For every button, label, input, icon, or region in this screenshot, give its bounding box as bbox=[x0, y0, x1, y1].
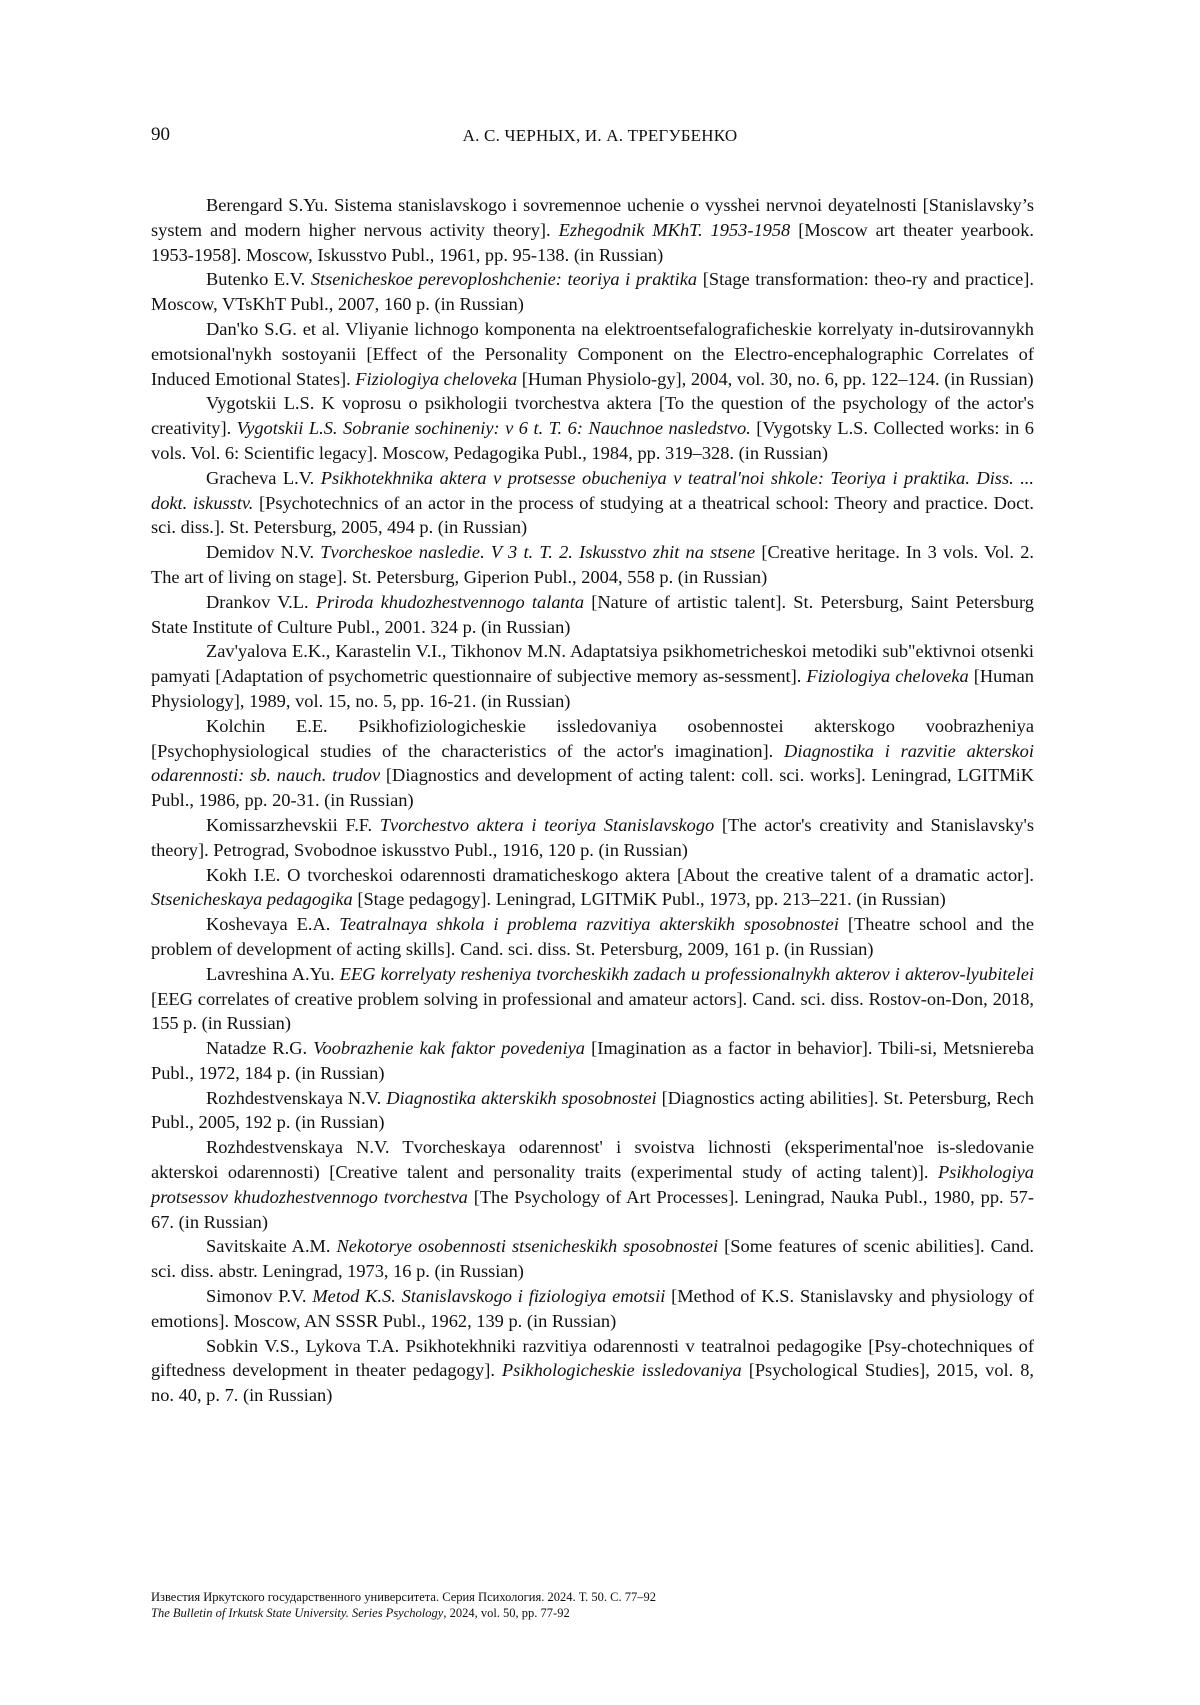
reference-entry bbox=[151, 863, 1034, 913]
reference-details: [Some features of scenic abilities]. Cand. sci. diss. abstr. Leningrad, 1973, 16 p. (in Russian) bbox=[151, 1236, 1034, 1282]
reference-text: Kokh I.E. O tvorcheskoi odarennosti dramaticheskogo aktera [About the creative talent of a dramatic actor]. bbox=[206, 864, 1034, 885]
reference-source-title: Psikhologiya protsessov khudozhestvennogo tvorchestva bbox=[151, 1162, 1034, 1207]
reference-text: Natadze R.G. bbox=[206, 1038, 314, 1059]
reference-details: [Creative heritage. In 3 vols. Vol. 2. The art of living on stage]. St. Petersburg, Giperion Publ., 2004, 558 p. (in Russian) bbox=[151, 542, 1034, 587]
reference-details: [Diagnostics acting abilities]. St. Petersburg, Rech Publ., 2005, 192 p. (in Russian) bbox=[151, 1087, 1034, 1133]
reference-text: Butenko E.V. bbox=[206, 269, 311, 290]
reference-text: Drankov V.L. bbox=[206, 591, 316, 612]
reference-text: Rozhdestvenskaya N.V. Tvorcheskaya odarennost' i svoistva lichnosti (eksperimental'noe is-sledovanie akterskoi odarennosti) [Creative talent and personality traits (experimental study of acting talent)]. bbox=[151, 1137, 1034, 1183]
reference-source-title: Fiziologiya cheloveka bbox=[355, 368, 518, 389]
reference-details: [Diagnostics and development of acting talent: coll. sci. works]. Leningrad, LGITMiK Publ., 1986, pp. 20-31. (in Russian) bbox=[151, 765, 1035, 811]
reference-details: [Stage transformation: theo-ry and practice]. Moscow, VTsKhT Publ., 2007, 160 p. (in Russian) bbox=[151, 269, 1035, 315]
reference-entry bbox=[151, 1086, 1034, 1136]
reference-text: Zav'yalova E.K., Karastelin V.I., Tikhonov M.N. Adaptatsiya psikhometricheskoi metodiki sub"ektivnoi otsenki pamyati [Adaptation of psychometric questionnaire of subjective memory as-sessment]. bbox=[151, 641, 1034, 687]
reference-entry bbox=[151, 590, 1034, 640]
reference-details: [EEG correlates of creative problem solving in professional and amateur actors]. Cand. sci. diss. Rostov-on-Don, 2018, 155 p. (in Russian) bbox=[151, 988, 1034, 1034]
reference-entry bbox=[151, 391, 1034, 465]
reference-entry bbox=[151, 1334, 1034, 1408]
reference-source-title: Psikhologicheskie issledovaniya bbox=[501, 1360, 742, 1381]
reference-details: [Imagination as a factor in behavior]. Tbili-si, Metsniereba Publ., 1972, 184 p. (in Russian) bbox=[151, 1038, 1034, 1083]
reference-entry bbox=[151, 317, 1034, 391]
reference-entry bbox=[151, 193, 1034, 267]
reference-source-title: Psikhotekhnika aktera v protsesse obucheniya v teatral'noi shkole: Teoriya i praktika. Diss. ... dokt. iskusstv. bbox=[151, 467, 1034, 513]
reference-details: [Human Physiology], 1989, vol. 15, no. 5, pp. 16-21. (in Russian) bbox=[151, 666, 1034, 711]
reference-details: [Human Physiolo-gy], 2004, vol. 30, no. 6, pp. 122–124. (in Russian) bbox=[517, 368, 1034, 389]
reference-source-title: Tvorchestvo aktera i teoriya Stanislavskogo bbox=[379, 814, 715, 835]
reference-details: [Psychotechnics of an actor in the process of studying at a theatrical school: Theory and practice. Doct. sci. diss.]. St. Petersburg, 2005, 494 p. (in Russian) bbox=[151, 492, 1034, 538]
footer-english-details: , 2024, vol. 50, pp. 77-92 bbox=[443, 1606, 570, 1620]
reference-entry bbox=[151, 1135, 1034, 1234]
reference-details: [Stage pedagogy]. Leningrad, LGITMiK Publ., 1973, pp. 213–221. (in Russian) bbox=[352, 889, 946, 910]
reference-source-title: Diagnostika i razvitie akterskoi odarennosti: sb. nauch. trudov bbox=[151, 740, 1034, 786]
journal-footer bbox=[151, 1589, 656, 1621]
reference-entry bbox=[151, 267, 1034, 317]
reference-entry bbox=[151, 540, 1034, 590]
footer-english-title: The Bulletin of Irkutsk State University. Series Psychology bbox=[151, 1606, 444, 1620]
reference-entry bbox=[151, 639, 1034, 713]
footer-russian: Известия Иркутского государственного университета. Серия Психология. 2024. Т. 50. С. 77–92 bbox=[151, 1590, 656, 1604]
reference-text: Demidov N.V. bbox=[206, 542, 321, 563]
reference-source-title: Tvorcheskoe nasledie. V 3 t. T. 2. Iskusstvo zhit na stsene bbox=[320, 542, 756, 563]
reference-text: Lavreshina A.Yu. bbox=[206, 963, 340, 984]
reference-entry bbox=[151, 466, 1034, 540]
reference-text: Dan'ko S.G. et al. Vliyanie lichnogo komponenta na elektroentsefalograficheskie korrelyaty in-dutsirovannykh emotsional'nykh sostoyanii [Effect of the Personality Component on the Electro-encephalographic Correlates of Induced Emotional States]. bbox=[151, 318, 1034, 389]
reference-source-title: Teatralnaya shkola i problema razvitiya akterskikh sposobnostei bbox=[339, 914, 839, 935]
reference-source-title: Stsenicheskaya pedagogika bbox=[151, 889, 353, 910]
reference-entry bbox=[151, 714, 1034, 813]
reference-source-title: Fiziologiya cheloveka bbox=[806, 666, 969, 687]
reference-source-title: Voobrazhenie kak faktor povedeniya bbox=[313, 1038, 585, 1059]
reference-source-title: Vygotskii L.S. Sobranie sochineniy: v 6 t. T. 6: Nauchnoe nasledstvo. bbox=[236, 418, 751, 439]
reference-details: [Theatre school and the problem of development of acting skills]. Cand. sci. diss. St. Petersburg, 2009, 161 p. (in Russian) bbox=[151, 914, 1034, 959]
reference-text: Komissarzhevskii F.F. bbox=[206, 814, 380, 835]
reference-source-title: EEG korrelyaty resheniya tvorcheskikh zadach u professionalnykh akterov i akterov-lyubitelei bbox=[339, 963, 1034, 984]
page-number: 90 bbox=[151, 124, 170, 145]
reference-entry bbox=[151, 1036, 1034, 1086]
reference-details: [Moscow art theater yearbook. 1953-1958]. Moscow, Iskusstvo Publ., 1961, pp. 95-138. (in Russian) bbox=[151, 219, 1034, 265]
reference-source-title: Metod K.S. Stanislavskogo i fiziologiya emotsii bbox=[312, 1286, 666, 1307]
reference-details: [Nature of artistic talent]. St. Petersburg, Saint Petersburg State Institute of Culture Publ., 2001. 324 p. (in Russian) bbox=[151, 591, 1034, 637]
reference-details: [The actor's creativity and Stanislavsky's theory]. Petrograd, Svobodnoe iskusstvo Publ., 1916, 120 p. (in Russian) bbox=[151, 814, 1034, 860]
reference-list bbox=[151, 193, 1034, 1408]
reference-entry bbox=[151, 1284, 1034, 1334]
reference-text: Savitskaite A.M. bbox=[206, 1236, 337, 1257]
reference-source-title: Nekotorye osobennosti stsenicheskikh sposobnostei bbox=[336, 1236, 719, 1257]
footer-english bbox=[151, 1605, 656, 1621]
running-head: А. С. ЧЕРНЫХ, И. А. ТРЕГУБЕНКО bbox=[462, 126, 738, 145]
reference-entry bbox=[151, 912, 1034, 962]
reference-source-title: Ezhegodnik MKhT. 1953-1958 bbox=[558, 219, 791, 240]
reference-text: Gracheva L.V. bbox=[206, 467, 321, 488]
reference-details: [Method of K.S. Stanislavsky and physiology of emotions]. Moscow, AN SSSR Publ., 1962, 139 p. (in Russian) bbox=[151, 1286, 1034, 1331]
reference-text: Rozhdestvenskaya N.V. bbox=[206, 1087, 387, 1108]
reference-text: Koshevaya E.A. bbox=[206, 914, 340, 935]
reference-text: Vygotskii L.S. K voprosu o psikhologii tvorchestva aktera [To the question of the psychology of the actor's creativity]. bbox=[151, 393, 1034, 439]
reference-text: Simonov P.V. bbox=[206, 1286, 313, 1307]
reference-details: [Vygotsky L.S. Collected works: in 6 vols. Vol. 6: Scientific legacy]. Moscow, Pedagogika Publ., 1984, pp. 319–328. (in Russian) bbox=[151, 418, 1034, 463]
reference-entry bbox=[151, 962, 1034, 1036]
reference-text: Sobkin V.S., Lykova T.A. Psikhotekhniki razvitiya odarennosti v teatralnoi pedagogike [Psy-chotechniques of giftedness development in theater pedagogy]. bbox=[151, 1335, 1034, 1381]
reference-entry bbox=[151, 813, 1034, 863]
reference-text: Kolchin E.E. Psikhofiziologicheskie issledovaniya osobennostei akterskogo voobrazheniya [Psychophysiological studies of the characteristics of the actor's imagination]. bbox=[151, 715, 1034, 761]
reference-text: Berengard S.Yu. Sistema stanislavskogo i sovremennoe uchenie o vysshei nervnoi deyatelnosti [Stanislavsky’s system and modern higher nervous activity theory]. bbox=[151, 195, 1034, 240]
reference-source-title: Stsenicheskoe perevoploshchenie: teoriya i praktika bbox=[310, 269, 698, 290]
reference-source-title: Priroda khudozhestvennogo talanta bbox=[315, 591, 585, 612]
reference-entry bbox=[151, 1234, 1034, 1284]
reference-details: [Psychological Studies], 2015, vol. 8, no. 40, p. 7. (in Russian) bbox=[151, 1360, 1034, 1406]
reference-details: [The Psychology of Art Processes]. Leningrad, Nauka Publ., 1980, pp. 57-67. (in Russian) bbox=[151, 1186, 1034, 1232]
reference-source-title: Diagnostika akterskikh sposobnostei bbox=[386, 1087, 657, 1108]
